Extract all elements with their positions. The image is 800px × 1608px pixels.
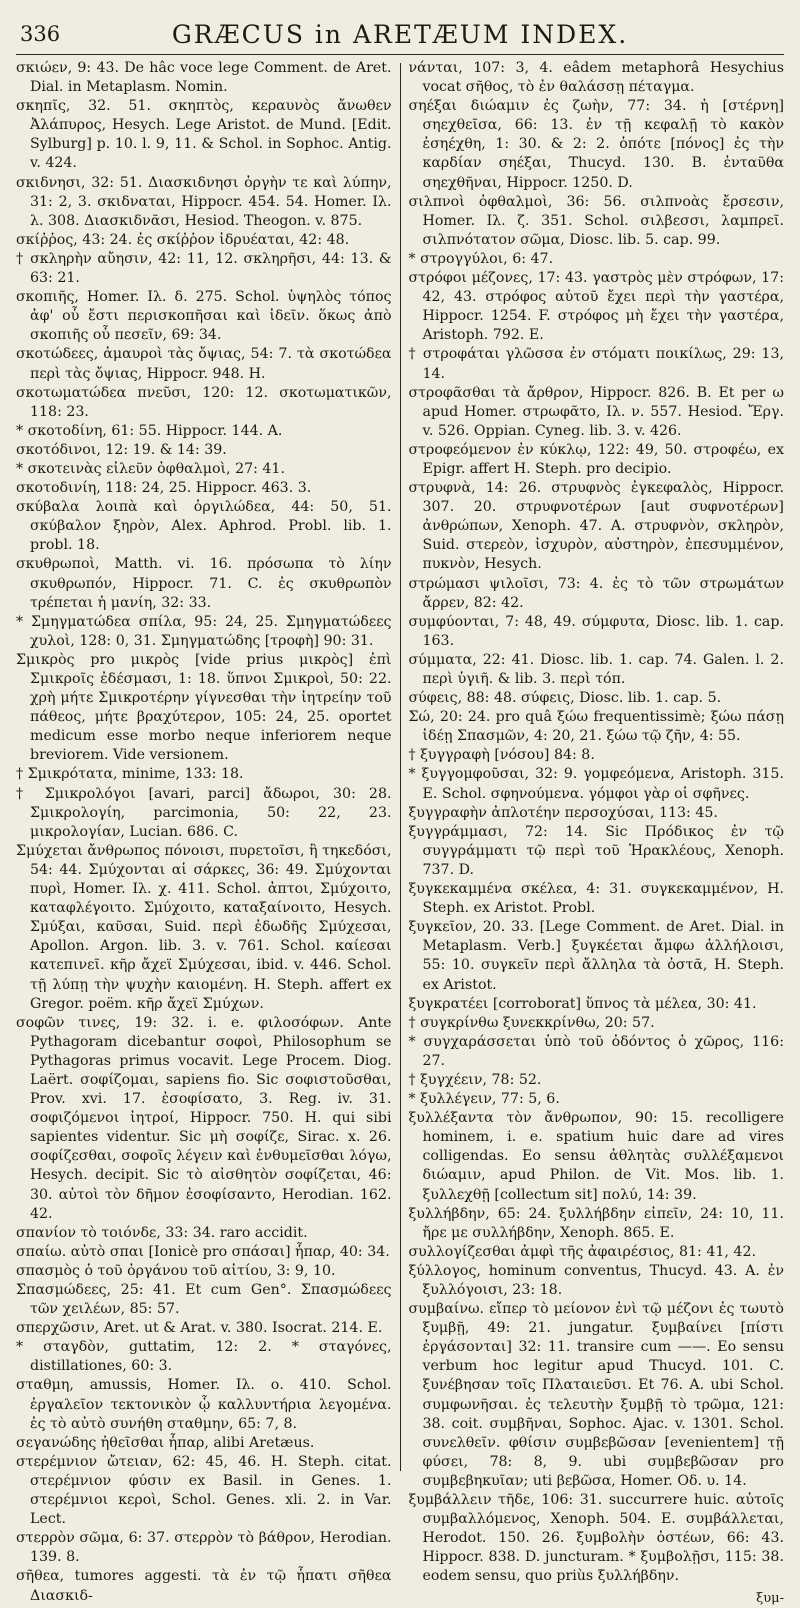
- index-entry: † στροφάται γλῶσσα ἐν στόματι ποικίλως, 29: 13, 14.: [408, 346, 784, 382]
- index-entry: σπερχῶσιν, Aret. ut & Arat. v. 380. Isocrat. 214. E.: [16, 1320, 383, 1337]
- index-entry: νάνται, 107: 3, 4. eâdem metaphorâ Hesychius vocat σῆθος, τὸ ἐν θαλάσσῃ πέταγμα.: [408, 60, 784, 96]
- index-entry: σπανίον τὸ τοιόνδε, 33: 34. raro accidit.: [16, 1224, 308, 1241]
- index-entry: συλλογίζεσθαι ἀμφὶ τῆς ἀφαιρέσιος, 81: 41, 42.: [408, 1243, 756, 1260]
- right-column: [400, 59, 784, 1606]
- index-entry: σκιώεν, 9: 43. De hâc voce lege Comment. de Aret. Dial. in Metaplasm. Nomin.: [16, 60, 392, 96]
- index-entry: ξυγγράμμασι, 72: 14. Sic Πρόδικος ἐν τῷ συγγράμματι τῷ περὶ τοῦ Ἡρακλέους, Xenoph. 737. D.: [408, 823, 784, 878]
- index-entry: ξυμβάλλειν τῆδε, 106: 31. succurrere huic. αὐτοῖς συμβαλλόμενος, Xenoph. 504. E. συμβάλλεται, Herodot. 150. 26. ξυμβολὴν ὀστέων, 66: 43. Hippocr. 838. D. juncturam. * ξυμβολῇσι, 115: 38. eodem sensu, quo priùs ξυλλήβδην.: [408, 1492, 784, 1585]
- index-entry: σκιδνησι, 32: 51. Διασκιδνησι ὀργὴν τε καὶ λύπην, 31: 2, 3. σκιδναται, Hippocr. 454. 54. Homer. Ιλ. λ. 308. Διασκιδνᾶσι, Hesiod. Theogon. v. 875.: [16, 174, 392, 229]
- index-entry: * σταγδὸν, guttatim, 12: 2. * σταγόνες, distillationes, 60: 3.: [16, 1339, 392, 1375]
- index-entry: * συγχαράσσεται ὑπὸ τοῦ ὀδόντος ὁ χῶρος, 116: 27.: [408, 1033, 784, 1069]
- index-entry: στρυφνὰ, 14: 26. στρυφνὸς ἐγκεφαλὸς, Hippocr. 307. 20. στρυφνοτέρων [aut συφνοτέρων] ἀνθρώπων, Xenoph. 47. A. στρυφνὸν, σκληρὸν, Suid. στερεὸν, ἰσχυρὸν, αὐστηρὸν, ἐπεσυμμένον, πυκνὸν, Hesych.: [408, 480, 784, 573]
- index-entry: * Σμηγματώδεα σπίλα, 95: 24, 25. Σμηγματώδεες χυλοὶ, 128: 0, 31. Σμηγματώδης [τροφὴ] 90: 31.: [16, 613, 392, 649]
- index-columns: [16, 59, 784, 1606]
- index-entry: στερρὸν σῶμα, 6: 37. στερρὸν τὸ βάθρον, Herodian. 139. 8.: [16, 1530, 392, 1566]
- index-entry: σκίῤῥος, 43: 24. ἐς σκίῤῥον ἰδρυέαται, 42: 48.: [16, 231, 350, 248]
- index-entry: σεγανώδης ἠθεῖσθαι ἧπαρ, alibi Aretæus.: [16, 1434, 315, 1451]
- index-entry: ξυλλέξαντα τὸν ἄνθρωπον, 90: 15. recolligere hominem, i. e. spatium huic dare ad vires colligendas. Eo sensu ἀθλητὰς συλλέξαμενοι διώαμιν, apud Philon. de Vit. Mos. lib. 1. ξυλλεχθῇ [collectum sit] πολύ, 14: 39.: [408, 1110, 784, 1203]
- index-entry: σύφεις, 88: 48. σύφεις, Diosc. lib. 1. cap. 5.: [408, 690, 722, 707]
- page-header: [16, 20, 784, 55]
- index-entry: † Σμικρολόγοι [avari, parci] ἄδωροι, 30: 28. Σμικρολογίη, parcimonia, 50: 22, 23. μικρολογίαν, Lucian. 686. C.: [16, 785, 392, 840]
- index-entry: * σκοτεινὰς εἰλεῦν ὀφθαλμοὶ, 27: 41.: [16, 460, 285, 477]
- index-entry: † ξυγχέειν, 78: 52.: [408, 1071, 542, 1088]
- index-entry: Σμύχεται ἄνθρωπος πόνοισι, πυρετοῖσι, ἢ τηκεδόσι, 54: 44. Σμύχονται αἱ σάρκες, 36: 49. Σμύχονται πυρὶ, Homer. Ιλ. χ. 411. Schol. ἀπτοι, Σμύχοιτο, καταφλέγοιτο. Σμύχοιτο, καταξαίνοιτο, Hesych. Σμύξαι, καῦσαι, Suid. περὶ ἐδωδῆς Σμύχεσαι, Apollon. Argon. lib. 3. v. 761. Schol. καίεσαι κατεπινεῖ. κῆρ ἄχεϊ Σμύχεσαι, ibid. v. 446. Schol. τῇ λύπῃ τὴν ψυχὴν καιομένη. H. Steph. affert ex Gregor. poëm. κῆρ ἄχεϊ Σμύχων.: [16, 842, 392, 1012]
- index-entry: στροφεόμενον ἐν κύκλῳ, 122: 49, 50. στροφέω, ex Epigr. affert H. Steph. pro decipio.: [408, 441, 784, 477]
- index-entry: * ξυλλέγειν, 77: 5, 6.: [408, 1091, 560, 1108]
- running-title: GRÆCUS in ARETÆUM INDEX.: [171, 20, 629, 49]
- index-entry: σκοτωματώδεα πνεῦσι, 120: 12. σκοτωματικῶν, 118: 23.: [16, 384, 392, 420]
- index-entry: συμβαίνω. εἴπερ τὸ μείονον ἐνὶ τῷ μέζονι ἐς τωυτὸ ξυμβῇ, 49: 21. jungatur. ξυμβαίνει [πίστι ἐργάσονται] 32: 11. transire cum ——. Eo sensu verbum hoc legitur apud Thucyd. 101. C. ξυνέβησαν τοῖς Πλαταιεῦσι. Et 76. A. ubi Schol. συμφωνῆσαι. ἐς τελευτὴν ξυμβῇ τὸ τρῶμα, 121: 38. coit. συμβῆναι, Sophoc. Ajac. v. 1301. Schol. συνελθεῖν. φθίσιν συμβεβῶσαν [evenientem] τῇ φύσει, 78: 8, 9. ubi συμβεβῶσαν pro συμβεβηκυῖαν; uti βεβῶσα, Homer. Οδ. υ. 14.: [408, 1301, 784, 1489]
- index-entry: στροφᾶσθαι τὰ ἄρθρον, Hippocr. 826. B. Et per ω apud Homer. στρωφᾶτο, Ιλ. ν. 557. Hesiod. Ἔργ. v. 526. Oppian. Cyneg. lib. 3. v. 426.: [408, 384, 784, 439]
- index-entry: σῆθεα, tumores aggesti. τὰ ἐν τῷ ἧπατι σῆθεα Διασκιδ-: [16, 1568, 392, 1604]
- index-entry: ξυγκεῖον, 20. 33. [Lege Comment. de Aret. Dial. in Metaplasm. Verb.] ξυγκέεται ἄμφω ἀλλήλοισι, 55: 10. συγκεῖν περὶ ἄλληλα τὰ ὀστᾶ, H. Steph. ex Aristot.: [408, 919, 784, 993]
- index-entry: * στρογγύλοι, 6: 47.: [408, 250, 554, 267]
- index-entry: ξυγγραφὴν ἀπλοτέην περσοχύσαι, 113: 45.: [408, 804, 718, 821]
- index-entry: στερέμνιον ὤτειαν, 62: 45, 46. H. Steph. citat. στερέμνιον φύσιν ex Basil. in Genes. 1. στερέμνιοι κεροὶ, Schol. Genes. xli. 2. in Var. Lect.: [16, 1453, 392, 1528]
- index-entry: ξυγκρατέει [corroborat] ὕπνος τὰ μέλεα, 30: 41.: [408, 995, 757, 1012]
- index-entry: στρόφοι μέζονες, 17: 43. γαστρὸς μὲν στρόφων, 17: 42, 43. στρόφος αὐτοῦ ἔχει περὶ τὴν γαστέρα, Hippocr. 1254. F. στρόφος μὴ ἔχει τὴν γαστέρα, Aristoph. 792. E.: [408, 270, 784, 344]
- index-entry: σπαίω. αὐτὸ σπαι [Ionicè pro σπάσαι] ἧπαρ, 40: 34.: [16, 1243, 390, 1260]
- index-entry: στρώμασι ψιλοῖσι, 73: 4. ἐς τὸ τῶν στρωμάτων ἄρρεν, 82: 42.: [408, 575, 784, 611]
- index-entry: συμφύονται, 7: 48, 49. σύμφυτα, Diosc. lib. 1. cap. 163.: [408, 613, 784, 649]
- index-entry: Σπασμώδεες, 25: 41. Et cum Gen°. Σπασμώδεες τῶν χειλέων, 85: 57.: [16, 1282, 392, 1318]
- page-number: 336: [20, 22, 61, 46]
- index-entry: † σκληρὴν αὔησιν, 42: 11, 12. σκληρῆσι, 44: 13. & 63: 21.: [16, 250, 392, 287]
- index-entry: ξύλλογος, hominum conventus, Thucyd. 43. A. ἐν ξυλλόγοισι, 23: 18.: [408, 1262, 784, 1298]
- index-entry: σπασμὸς ὁ τοῦ ὀργάνου τοῦ αἰτίου, 3: 9, 10.: [16, 1262, 336, 1279]
- index-entry: † Σμικρότατα, minime, 133: 18.: [16, 766, 244, 783]
- index-entry: σκύβαλα λοιπὰ καὶ ὀργιλώδεα, 44: 50, 51. σκύβαλον ξηρὸν, Alex. Aphrod. Probl. lib. 1. probl. 18.: [16, 499, 392, 554]
- index-entry: σιλπνοὶ ὀφθαλμοὶ, 36: 56. σιλπνοὰς ἔρσεσιν, Homer. Ιλ. ζ. 351. Schol. σιλβεσσι, λαμπρεῖ. σιλπνότατον σῶμα, Diosc. lib. 5. cap. 99.: [408, 193, 784, 248]
- index-entry: σοφῶν τινες, 19: 32. i. e. φιλοσόφων. Ante Pythagoram dicebantur σοφοὶ, Philosophum se Pythagoras primus vocavit. Lege Procem. Diog. Laërt. σοφίζομαι, sapiens fio. Sic σοφιστοῦσθαι, Prov. xvi. 17. ἐσοφίσατο, 3. Reg. iv. 31. σοφιζόμενοι ἰητροί, Hippocr. 750. H. qui sibi sapientes videntur. Sic μὴ σοφίζε, Sirac. x. 26. σοφίζεσθαι, σοφοῖς λέγειν καὶ ἐνθυμεῖσθαι λόγω, Hesych. decipit. Sic τὸ αἰσθητὸν σοφίζεται, 46: 30. αὐτοὶ τὸν δῆμον ἐσοφίσαντο, Herodian. 162. 42.: [16, 1014, 392, 1222]
- index-entry: σκοτόδινοι, 12: 19. & 14: 39.: [16, 441, 227, 458]
- index-entry: ξυγκεκαμμένα σκέλεα, 4: 31. συγκεκαμμένον, H. Steph. ex Aristot. Probl.: [408, 881, 784, 917]
- index-entry: Σώ, 20: 24. pro quâ ξώω frequentissimè; ξώω πάσῃ ἰδέῃ Σπασμῶν, 4: 20, 21. ξώω τῷ ζῆν, 4: 55.: [408, 709, 784, 745]
- index-entry: ξυλλήβδην, 65: 24. ξυλλήβδην εἰπεῖν, 24: 10, 11. ἤρε με συλλήβδην, Xenoph. 865. E.: [408, 1205, 784, 1241]
- index-entry: σκυθρωποὶ, Matth. vi. 16. πρόσωπα τὸ λίην σκυθρωπόν, Hippocr. 71. C. ἐς σκυθρωπὸν τρέπεται ἡ μανίη, 32: 33.: [16, 556, 392, 611]
- index-entry: Σμικρὸς pro μικρὸς [vide prius μικρὸς] ἐπὶ Σμικροῖς ἐδέσμασι, 1: 18. ὕπνοι Σμικροὶ, 50: 22. χρὴ μήτε Σμικροτέρην γίγνεσθαι τὴν ἰητρείην τοῦ πάθεος, μήτε βραχύτερον, 105: 24, 25. oportet medicum esse morbo neque inferiorem neque breviorem. Vide versionem.: [16, 651, 392, 764]
- catchword: ξυμ-: [756, 1590, 784, 1606]
- index-entry: † ξυγγραφὴ [νόσου] 84: 8.: [408, 747, 595, 764]
- index-entry: σηέξαι διώαμιν ἐς ζωὴν, 77: 34. ἡ [στέρνη] σηεχθεῖσα, 66: 13. ἐν τῇ κεφαλῇ τὸ κακὸν ἐσηέχθη, 1: 30. & 2: 2. ὁπότε [πόνος] ἐς τὴν καρδίαν σηέξαι, Thucyd. 130. B. ἐνταῦθα σηεχθῆναι, Hippocr. 1250. D.: [408, 98, 784, 191]
- index-entry: σταθμη, amussis, Homer. Ιλ. ο. 410. Schol. ἐργαλεῖον τεκτονικὸν ᾧ καλλυντήρια λεγομένα. ἐς τὸ αὐτὸ συνήθη σταθμην, 65: 7, 8.: [16, 1377, 392, 1432]
- index-entry: σύμματα, 22: 41. Diosc. lib. 1. cap. 74. Galen. l. 2. περὶ ὑγιῆ. & lib. 3. περὶ τόπ.: [408, 651, 784, 687]
- index-entry: * ξυγγομφοῦσαι, 32: 9. γομφεόμενα, Aristoph. 315. E. Schol. σφηνούμενα. γόμφοι γὰρ οἱ σφῆνες.: [408, 766, 784, 802]
- index-entry: σκηπῖς, 32. 51. σκηπτὸς, κεραυνὸς ἄνωθεν Ἀλάπυρος, Hesych. Lege Aristot. de Mund. [Edit. Sylburg] p. 10. l. 9, 11. & Schol. in Sophoc. Antig. v. 424.: [16, 98, 392, 172]
- index-entry: σκοπιῆς, Homer. Ιλ. δ. 275. Schol. ὑψηλὸς τόπος ἀφ' οὗ ἔστι περισκοπῆσαι καὶ ἰδεῖν. ὅκως ἀπὸ σκοπιῆς οὗ πεσεῖν, 69: 34.: [16, 289, 392, 344]
- index-entry: * σκοτοδίνη, 61: 55. Hippocr. 144. A.: [16, 422, 283, 439]
- index-entry: σκοτοδινίη, 118: 24, 25. Hippocr. 463. 3.: [16, 480, 312, 497]
- index-entry: † συγκρίνθω ξυνεκκρίνθω, 20: 57.: [408, 1014, 655, 1031]
- left-column: [16, 59, 400, 1604]
- index-entry: σκοτώδεες, ἀμαυροὶ τὰς ὄψιας, 54: 7. τὰ σκοτώδεα περὶ τὰς ὄψιας, Hippocr. 948. H.: [16, 346, 392, 382]
